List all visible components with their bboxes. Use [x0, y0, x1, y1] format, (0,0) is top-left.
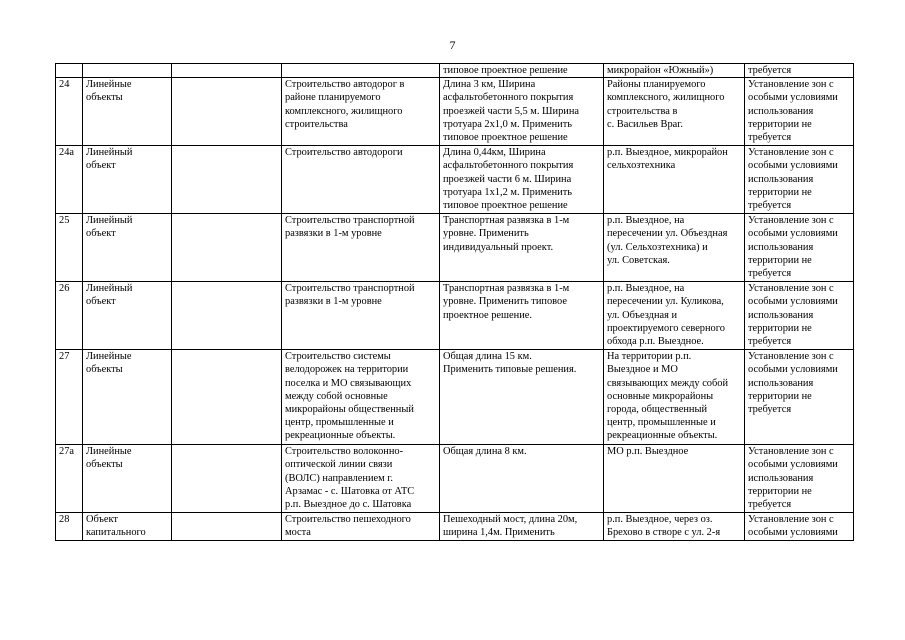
object-type-cell: Линейный объект: [83, 282, 172, 350]
row-number-cell: 27: [56, 350, 83, 445]
zones-cell: Установление зон с особыми условиями использования территории не требуется: [745, 350, 854, 445]
table-row: [56, 445, 854, 513]
parameters-cell: Транспортная развязка в 1-м уровне. Применить типовое проектное решение.: [440, 282, 604, 350]
empty-cell: [172, 64, 282, 78]
zones-cell: Установление зон с особыми условиями использования территории не требуется: [745, 282, 854, 350]
description-cell: Строительство автодорог в районе планируемого комплексного, жилищного строительства: [282, 78, 440, 146]
object-type-cell: Линейный объект: [83, 214, 172, 282]
row-number-cell: 28: [56, 513, 83, 540]
empty-cell: [172, 146, 282, 214]
description-cell: [282, 64, 440, 78]
zones-cell: Установление зон с особыми условиями: [745, 513, 854, 540]
parameters-cell: Транспортная развязка в 1-м уровне. Применить индивидуальный проект.: [440, 214, 604, 282]
parameters-cell: Пешеходный мост, длина 20м, ширина 1,4м. Применить: [440, 513, 604, 540]
row-number-cell: 25: [56, 214, 83, 282]
zones-cell: Установление зон с особыми условиями использования территории не требуется: [745, 78, 854, 146]
table-row: [56, 214, 854, 282]
description-cell: Строительство волоконно- оптической линии связи (ВОЛС) направлением г. Арзамас - с. Шатовка от АТС р.п. Выездное до с. Шатовка: [282, 445, 440, 513]
description-cell: Строительство транспортной развязки в 1-м уровне: [282, 282, 440, 350]
parameters-cell: Общая длина 8 км.: [440, 445, 604, 513]
parameters-cell: типовое проектное решение: [440, 64, 604, 78]
row-number-cell: 26: [56, 282, 83, 350]
parameters-cell: Длина 0,44км, Ширина асфальтобетонного покрытия проезжей части 6 м. Ширина тротуара 1х1,2 м. Применить типовое проектное решение: [440, 146, 604, 214]
location-cell: р.п. Выездное, на пересечении ул. Объездная (ул. Сельхозтехника) и ул. Советская.: [604, 214, 745, 282]
object-type-cell: Объект капитального: [83, 513, 172, 540]
location-cell: р.п. Выездное, микрорайон сельхозтехника: [604, 146, 745, 214]
object-type-cell: [83, 64, 172, 78]
empty-cell: [172, 513, 282, 540]
zones-cell: Установление зон с особыми условиями использования территории не требуется: [745, 445, 854, 513]
description-cell: Строительство транспортной развязки в 1-м уровне: [282, 214, 440, 282]
description-cell: Строительство пешеходного моста: [282, 513, 440, 540]
page-number: 7: [449, 38, 456, 52]
table-row: [56, 64, 854, 78]
zones-cell: Установление зон с особыми условиями использования территории не требуется: [745, 146, 854, 214]
location-cell: На территории р.п. Выездное и МО связывающих между собой основные микрорайоны города, общественный центр, промышленные и рекреационные объекты.: [604, 350, 745, 445]
zones-cell: требуется: [745, 64, 854, 78]
object-type-cell: Линейные объекты: [83, 78, 172, 146]
table-row: [56, 78, 854, 146]
table-row: [56, 146, 854, 214]
empty-cell: [172, 445, 282, 513]
location-cell: р.п. Выездное, через оз. Брехово в створе с ул. 2-я: [604, 513, 745, 540]
table-row: [56, 282, 854, 350]
parameters-cell: Общая длина 15 км. Применить типовые решения.: [440, 350, 604, 445]
empty-cell: [172, 282, 282, 350]
table-row: [56, 350, 854, 445]
object-type-cell: Линейные объекты: [83, 445, 172, 513]
description-cell: Строительство системы велодорожек на территории поселка и МО связывающих между собой основные микрорайоны общественный центр, промышленные и рекреационные объекты.: [282, 350, 440, 445]
description-cell: Строительство автодороги: [282, 146, 440, 214]
object-type-cell: Линейный объект: [83, 146, 172, 214]
document-table: [55, 63, 854, 541]
table-row: [56, 513, 854, 540]
row-number-cell: [56, 64, 83, 78]
empty-cell: [172, 78, 282, 146]
parameters-cell: Длина 3 км, Ширина асфальтобетонного покрытия проезжей части 5,5 м. Ширина тротуара 2х1,0 м. Применить типовое проектное решение: [440, 78, 604, 146]
zones-cell: Установление зон с особыми условиями использования территории не требуется: [745, 214, 854, 282]
empty-cell: [172, 350, 282, 445]
object-type-cell: Линейные объекты: [83, 350, 172, 445]
row-number-cell: 24: [56, 78, 83, 146]
row-number-cell: 27а: [56, 445, 83, 513]
location-cell: Районы планируемого комплексного, жилищного строительства в с. Васильев Враг.: [604, 78, 745, 146]
location-cell: микрорайон «Южный»): [604, 64, 745, 78]
row-number-cell: 24а: [56, 146, 83, 214]
location-cell: МО р.п. Выездное: [604, 445, 745, 513]
empty-cell: [172, 214, 282, 282]
location-cell: р.п. Выездное, на пересечении ул. Куликова, ул. Объездная и проектируемого северного обхода р.п. Выездное.: [604, 282, 745, 350]
